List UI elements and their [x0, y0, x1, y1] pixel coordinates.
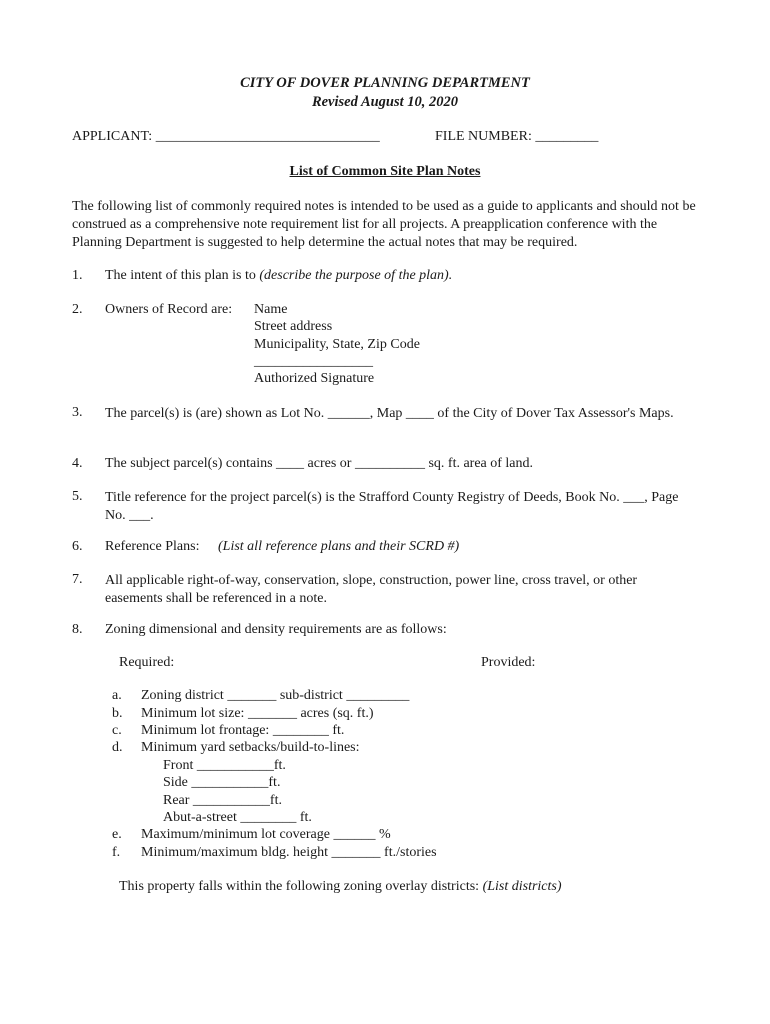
item-1-emphasis: (describe the purpose of the plan). — [259, 268, 453, 283]
department-title: CITY OF DOVER PLANNING DEPARTMENT — [240, 75, 530, 91]
min-lot-size-row: Minimum lot size: _______ acres (sq. ft.) — [141, 706, 374, 721]
zoning-letter-b: b. — [112, 706, 123, 721]
owners-label: Owners of Record are: — [105, 302, 233, 317]
revised-date: Revised August 10, 2020 — [311, 94, 459, 110]
zoning-district-row: Zoning district _______ sub-district _________ — [141, 688, 410, 703]
lot-coverage-row: Maximum/minimum lot coverage ______ % — [141, 827, 391, 842]
file-number-field: FILE NUMBER: _________ — [435, 129, 599, 144]
intro-paragraph: The following list of commonly required notes is intended to be used as a guide to applicants and should not be construed as a comprehensive note requirement list for all projects. A preapplication conference with the Planning Department is suggested to help determine the actual notes that may be required. — [72, 199, 696, 250]
overlay-emphasis: (List districts) — [482, 879, 562, 894]
item-number-4: 4. — [72, 456, 83, 471]
setback-abut-street: Abut-a-street ________ ft. — [163, 810, 312, 825]
setback-rear: Rear ___________ft. — [163, 793, 282, 808]
overlay-districts-line — [119, 879, 562, 895]
zoning-letter-a: a. — [112, 688, 122, 703]
zoning-letter-c: c. — [112, 723, 122, 738]
setback-side: Side ___________ft. — [163, 775, 281, 790]
list-subtitle: List of Common Site Plan Notes — [289, 164, 481, 179]
zoning-letter-f: f. — [112, 845, 121, 860]
zoning-letter-d: d. — [112, 740, 123, 755]
item-number-7: 7. — [72, 572, 83, 587]
reference-plans-label: Reference Plans: — [105, 539, 200, 554]
item-number-5: 5. — [72, 489, 83, 504]
reference-plans-note: (List all reference plans and their SCRD #) — [218, 539, 460, 554]
required-heading: Required: — [119, 655, 175, 670]
authorized-signature: Authorized Signature — [254, 371, 375, 386]
owner-name: Name — [254, 302, 288, 317]
applicant-field: APPLICANT: ________________________________ — [72, 129, 380, 144]
signature-line: _________________ — [254, 354, 373, 369]
min-lot-frontage-row: Minimum lot frontage: ________ ft. — [141, 723, 345, 738]
item-number-1: 1. — [72, 268, 83, 283]
setback-front: Front ___________ft. — [163, 758, 286, 773]
owner-municipality: Municipality, State, Zip Code — [254, 337, 420, 352]
item-1-text: The intent of this plan is to — [105, 268, 260, 283]
bldg-height-row: Minimum/maximum bldg. height _______ ft./stories — [141, 845, 437, 860]
item-4: The subject parcel(s) contains ____ acres or __________ sq. ft. area of land. — [105, 456, 534, 471]
item-3: The parcel(s) is (are) shown as Lot No. ______, Map ____ of the City of Dover Tax Assessor's Maps. — [105, 406, 674, 421]
item-number-2: 2. — [72, 302, 83, 317]
zoning-letter-e: e. — [112, 827, 122, 842]
item-8: Zoning dimensional and density requirements are as follows: — [105, 622, 447, 637]
item-number-8: 8. — [72, 622, 83, 637]
item-5: Title reference for the project parcel(s) is the Strafford County Registry of Deeds, Book No. ___, Page No. ___. — [105, 490, 679, 523]
item-7: All applicable right-of-way, conservation, slope, construction, power line, cross travel, or other easements shall be referenced in a note. — [105, 573, 638, 606]
overlay-text: This property falls within the following zoning overlay districts: — [119, 879, 483, 894]
item-number-3: 3. — [72, 405, 83, 420]
item-1 — [105, 268, 452, 284]
provided-heading: Provided: — [481, 655, 536, 670]
min-setbacks-row: Minimum yard setbacks/build-to-lines: — [141, 740, 360, 755]
item-number-6: 6. — [72, 539, 83, 554]
owner-street: Street address — [254, 319, 333, 334]
